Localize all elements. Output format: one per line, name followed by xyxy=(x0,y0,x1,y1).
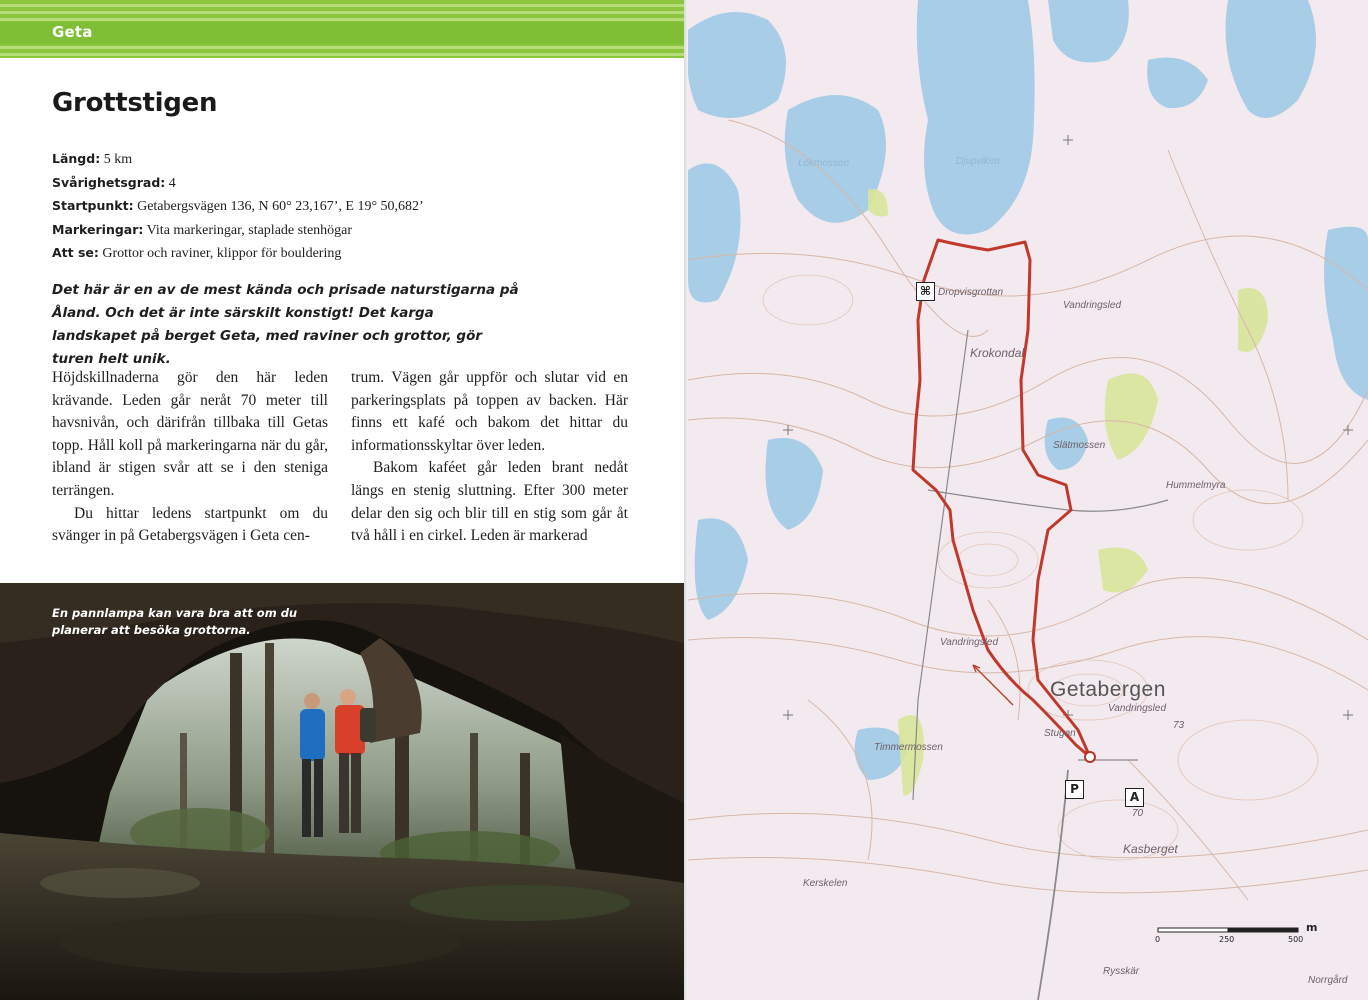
map-label-krokondal: Krokondal xyxy=(970,346,1025,360)
grid-cross xyxy=(783,425,793,435)
grid-cross xyxy=(1343,710,1353,720)
lake xyxy=(1226,0,1317,118)
lake xyxy=(688,12,786,118)
start-point-marker xyxy=(1085,752,1095,762)
map-label-getabergen: Getabergen xyxy=(1050,678,1166,701)
scale-tick-0: 0 xyxy=(1155,935,1161,944)
paragraph: Höjdskillnaderna gör den här leden krävande. Leden går neråt 70 meter till havsnivån, och därifrån tillbaka till Getas topp. Håll koll på markeringarna när du går, ibland är stigen svår att se i den steniga terrängen. xyxy=(52,369,328,499)
lake xyxy=(1048,0,1129,63)
fact-value: Grottor och raviner, klippor för bouldering xyxy=(102,246,342,261)
map-label-stugan: Stugan xyxy=(1044,728,1076,739)
lake xyxy=(917,0,1035,235)
map-label-vandringsled-3: Vandringsled xyxy=(1108,703,1167,714)
fact-key: Att se: xyxy=(52,245,99,260)
contour xyxy=(1193,490,1303,550)
body-column-2 xyxy=(351,367,628,548)
topographic-map xyxy=(688,0,1368,1000)
contour xyxy=(688,578,1368,641)
paragraph: Du hittar ledens startpunkt om du svänger in på Getabergsvägen i Geta cen- xyxy=(52,504,328,545)
fact-value: Vita markeringar, staplade stenhögar xyxy=(146,222,353,238)
arrow-shaft xyxy=(973,665,1013,705)
map-label-kerskelen: Kerskelen xyxy=(803,878,848,889)
scale-segment xyxy=(1228,928,1298,932)
scale-unit: m xyxy=(1306,921,1318,934)
paragraph: trum. Vägen går uppför och slutar vid en parkeringsplats på toppen av backen. Här finns ett kafé och bakom det hittar du informationsskyltar över leden. xyxy=(351,369,628,454)
marsh xyxy=(898,715,924,796)
scale-tick-250: 250 xyxy=(1219,935,1235,944)
lake xyxy=(695,518,748,620)
marsh xyxy=(1105,373,1158,460)
map-label-ryssskar: Rysskär xyxy=(1103,966,1140,977)
contour xyxy=(688,813,1368,857)
contour xyxy=(1178,720,1318,800)
lake xyxy=(1324,227,1368,400)
photo-caption: En pannlampa kan vara bra att om du planerar att besöka grottorna. xyxy=(52,606,298,637)
map-label-slatmossen: Slätmossen xyxy=(1053,440,1106,451)
map-label-elevation-70: 70 xyxy=(1132,808,1144,819)
page-title: Grottstigen xyxy=(52,88,218,118)
fact-see xyxy=(52,242,642,266)
fact-key: Markeringar: xyxy=(52,221,144,237)
grid-cross xyxy=(1343,425,1353,435)
lakes xyxy=(688,0,1368,780)
map-label-lake-lokmossen: Lökmossen xyxy=(798,158,850,169)
contour xyxy=(958,544,1018,576)
contour xyxy=(988,600,1020,720)
marsh xyxy=(868,189,888,216)
map-label-elevation-73: 73 xyxy=(1173,720,1185,731)
contour xyxy=(688,637,1368,690)
chapter-label: Geta xyxy=(52,23,93,41)
fact-key: Startpunkt: xyxy=(52,198,134,213)
map-canvas xyxy=(688,0,1368,1000)
scale-bar xyxy=(1158,928,1298,932)
map-label-kasberget: Kasberget xyxy=(1123,842,1178,856)
map-label-vandringsled-2: Vandringsled xyxy=(940,637,999,648)
path-road xyxy=(1068,500,1168,511)
fact-start xyxy=(52,195,642,219)
fact-length xyxy=(52,148,642,172)
direction-arrow xyxy=(973,665,1013,705)
paragraph: Bakom kaféet går leden brant nedåt längs en stenig sluttning. Efter 300 meter delar den sig och blir till en stig som går åt två håll i en cirkel. Leden är markerad xyxy=(351,459,628,545)
map-label-hummelmyra: Hummelmyra xyxy=(1166,480,1226,491)
body-column-1 xyxy=(52,367,328,548)
fact-key: Längd: xyxy=(52,151,101,166)
map-label-norrgard: Norrgård xyxy=(1308,975,1348,986)
lake xyxy=(688,163,741,302)
fact-difficulty xyxy=(52,172,642,196)
fact-value: Getabergsvägen 136, N 60° 23,167’, E 19° 50,682’ xyxy=(137,199,424,214)
contour xyxy=(808,700,872,860)
contour xyxy=(1168,150,1288,500)
map-label-timmermossen: Timmermossen xyxy=(874,742,943,753)
fact-value: 4 xyxy=(168,175,176,191)
cave-photo-illustration xyxy=(0,583,684,1000)
scale-segment xyxy=(1158,928,1228,932)
contour xyxy=(763,275,853,325)
parking-icon: P xyxy=(1065,780,1084,799)
grid-cross xyxy=(783,710,793,720)
fact-value: 5 km xyxy=(103,152,133,167)
shelter-icon: A xyxy=(1125,788,1144,807)
map-label-lake-djupviken: Djupviken xyxy=(956,156,1000,167)
chapter-tab xyxy=(0,22,684,44)
lake xyxy=(1147,58,1208,109)
main-road xyxy=(1038,770,1068,1000)
cave-icon: ⌘ xyxy=(916,282,935,301)
fact-key: Svårighetsgrad: xyxy=(52,174,166,190)
scale-tick-500: 500 xyxy=(1288,935,1304,944)
lake xyxy=(766,438,824,530)
intro-paragraph: Det här är en av de mest kända och prisade naturstigarna på Åland. Och det är inte särskilt konstigt! Det karga landskapet på berget Geta, med raviner och grottor, gör turen helt unik. xyxy=(52,282,519,367)
cave-photo xyxy=(0,583,684,1000)
grid-cross xyxy=(1063,135,1073,145)
map-label-dropvisgrottan: Dropvisgrottan xyxy=(938,287,1004,298)
contour xyxy=(688,858,1368,893)
fact-markings xyxy=(52,219,642,243)
route-facts xyxy=(52,148,642,266)
map-label-vandringsled-1: Vandringsled xyxy=(1063,300,1122,311)
